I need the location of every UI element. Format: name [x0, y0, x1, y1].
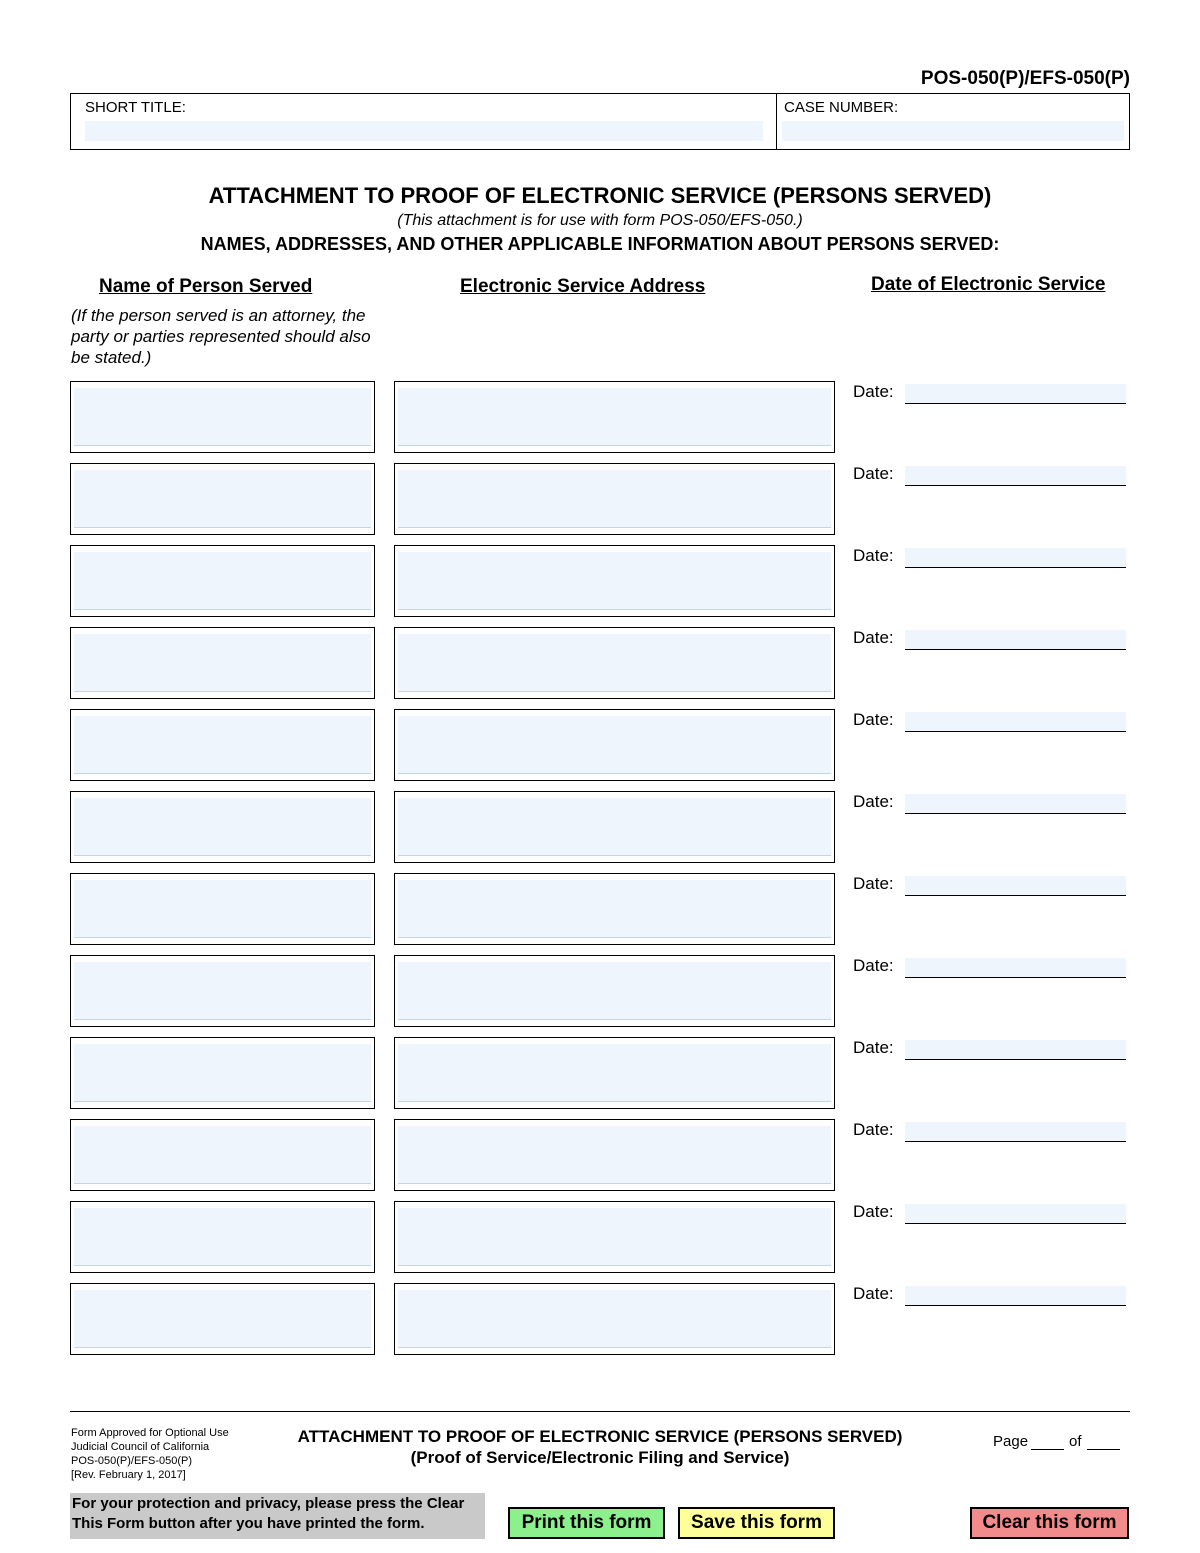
electronic-service-address-field[interactable] — [394, 791, 835, 863]
name-of-person-served-field[interactable] — [70, 1037, 375, 1109]
name-of-person-served-field[interactable] — [70, 545, 375, 617]
page-number-field[interactable] — [1031, 1433, 1064, 1450]
field-fill — [398, 1044, 831, 1102]
page-label: Page — [993, 1433, 1029, 1450]
print-form-button[interactable]: Print this form — [508, 1507, 665, 1539]
footer-divider — [70, 1411, 1130, 1412]
case-number-field[interactable] — [782, 121, 1124, 141]
electronic-service-address-field[interactable] — [394, 381, 835, 453]
field-fill — [398, 1208, 831, 1266]
footer-approval-line-3: POS-050(P)/EFS-050(P) — [71, 1455, 193, 1467]
name-column-note: (If the person served is an attorney, the party or parties represented should also be stated.) — [71, 306, 371, 367]
footer-title: ATTACHMENT TO PROOF OF ELECTRONIC SERVICE (PERSONS SERVED) — [297, 1427, 903, 1446]
name-of-person-served-field[interactable] — [70, 1283, 375, 1355]
electronic-service-address-field[interactable] — [394, 1119, 835, 1191]
footer-subtitle: (Proof of Service/Electronic Filing and Service) — [410, 1448, 790, 1467]
field-fill — [398, 962, 831, 1020]
column-heading-name: Name of Person Served — [99, 276, 313, 297]
date-label: Date: — [853, 874, 894, 893]
electronic-service-address-field[interactable] — [394, 1037, 835, 1109]
field-fill — [74, 1126, 371, 1184]
date-of-service-field[interactable] — [905, 876, 1126, 896]
name-of-person-served-field[interactable] — [70, 955, 375, 1027]
short-title-field[interactable] — [85, 121, 763, 141]
date-of-service-field[interactable] — [905, 1286, 1126, 1306]
form-title: ATTACHMENT TO PROOF OF ELECTRONIC SERVICE (PERSONS SERVED) — [208, 183, 992, 208]
footer-approval-line-4: [Rev. February 1, 2017] — [71, 1469, 186, 1481]
field-fill — [398, 880, 831, 938]
date-of-service-field[interactable] — [905, 384, 1126, 404]
page-of-label: of — [1069, 1433, 1082, 1450]
caption-divider — [776, 94, 777, 149]
date-label: Date: — [853, 546, 894, 565]
date-label: Date: — [853, 1202, 894, 1221]
electronic-service-address-field[interactable] — [394, 1201, 835, 1273]
name-of-person-served-field[interactable] — [70, 627, 375, 699]
field-fill — [398, 470, 831, 528]
date-of-service-field[interactable] — [905, 630, 1126, 650]
column-heading-address: Electronic Service Address — [460, 276, 706, 297]
field-fill — [398, 634, 831, 692]
field-fill — [74, 962, 371, 1020]
date-of-service-field[interactable] — [905, 712, 1126, 732]
field-fill — [74, 1290, 371, 1348]
field-fill — [74, 1044, 371, 1102]
electronic-service-address-field[interactable] — [394, 955, 835, 1027]
form-subtitle: (This attachment is for use with form POS-050/EFS-050.) — [397, 212, 803, 229]
save-form-button[interactable]: Save this form — [678, 1507, 835, 1539]
date-of-service-field[interactable] — [905, 548, 1126, 568]
field-fill — [74, 880, 371, 938]
column-heading-date: Date of Electronic Service — [871, 274, 1106, 295]
electronic-service-address-field[interactable] — [394, 627, 835, 699]
short-title-label: SHORT TITLE: — [85, 99, 186, 116]
field-fill — [398, 798, 831, 856]
field-fill — [398, 716, 831, 774]
section-heading: NAMES, ADDRESSES, AND OTHER APPLICABLE INFORMATION ABOUT PERSONS SERVED: — [200, 234, 1000, 254]
name-of-person-served-field[interactable] — [70, 1201, 375, 1273]
field-fill — [74, 634, 371, 692]
privacy-notice: For your protection and privacy, please press the Clear This Form button after you have printed the form. — [70, 1493, 485, 1539]
electronic-service-address-field[interactable] — [394, 545, 835, 617]
name-of-person-served-field[interactable] — [70, 1119, 375, 1191]
field-fill — [74, 552, 371, 610]
date-label: Date: — [853, 710, 894, 729]
caption-box — [70, 93, 1130, 150]
field-fill — [74, 470, 371, 528]
field-fill — [74, 388, 371, 446]
field-fill — [74, 1208, 371, 1266]
field-fill — [398, 1126, 831, 1184]
date-label: Date: — [853, 464, 894, 483]
field-fill — [74, 798, 371, 856]
date-label: Date: — [853, 628, 894, 647]
date-label: Date: — [853, 792, 894, 811]
date-of-service-field[interactable] — [905, 1122, 1126, 1142]
field-fill — [398, 552, 831, 610]
field-fill — [398, 1290, 831, 1348]
clear-form-button[interactable]: Clear this form — [970, 1507, 1129, 1539]
date-label: Date: — [853, 382, 894, 401]
date-label: Date: — [853, 1120, 894, 1139]
date-of-service-field[interactable] — [905, 466, 1126, 486]
date-label: Date: — [853, 956, 894, 975]
case-number-label: CASE NUMBER: — [784, 99, 899, 116]
name-of-person-served-field[interactable] — [70, 463, 375, 535]
electronic-service-address-field[interactable] — [394, 873, 835, 945]
footer-approval-line-2: Judicial Council of California — [71, 1441, 210, 1453]
form-id: POS-050(P)/EFS-050(P) — [920, 68, 1130, 89]
footer-approval-line-1: Form Approved for Optional Use — [71, 1427, 229, 1439]
name-of-person-served-field[interactable] — [70, 381, 375, 453]
date-of-service-field[interactable] — [905, 1040, 1126, 1060]
field-fill — [74, 716, 371, 774]
date-of-service-field[interactable] — [905, 958, 1126, 978]
electronic-service-address-field[interactable] — [394, 1283, 835, 1355]
date-label: Date: — [853, 1038, 894, 1057]
date-label: Date: — [853, 1284, 894, 1303]
field-fill — [398, 388, 831, 446]
electronic-service-address-field[interactable] — [394, 709, 835, 781]
electronic-service-address-field[interactable] — [394, 463, 835, 535]
page-total-field[interactable] — [1087, 1433, 1120, 1450]
date-of-service-field[interactable] — [905, 1204, 1126, 1224]
date-of-service-field[interactable] — [905, 794, 1126, 814]
name-of-person-served-field[interactable] — [70, 709, 375, 781]
name-of-person-served-field[interactable] — [70, 791, 375, 863]
name-of-person-served-field[interactable] — [70, 873, 375, 945]
